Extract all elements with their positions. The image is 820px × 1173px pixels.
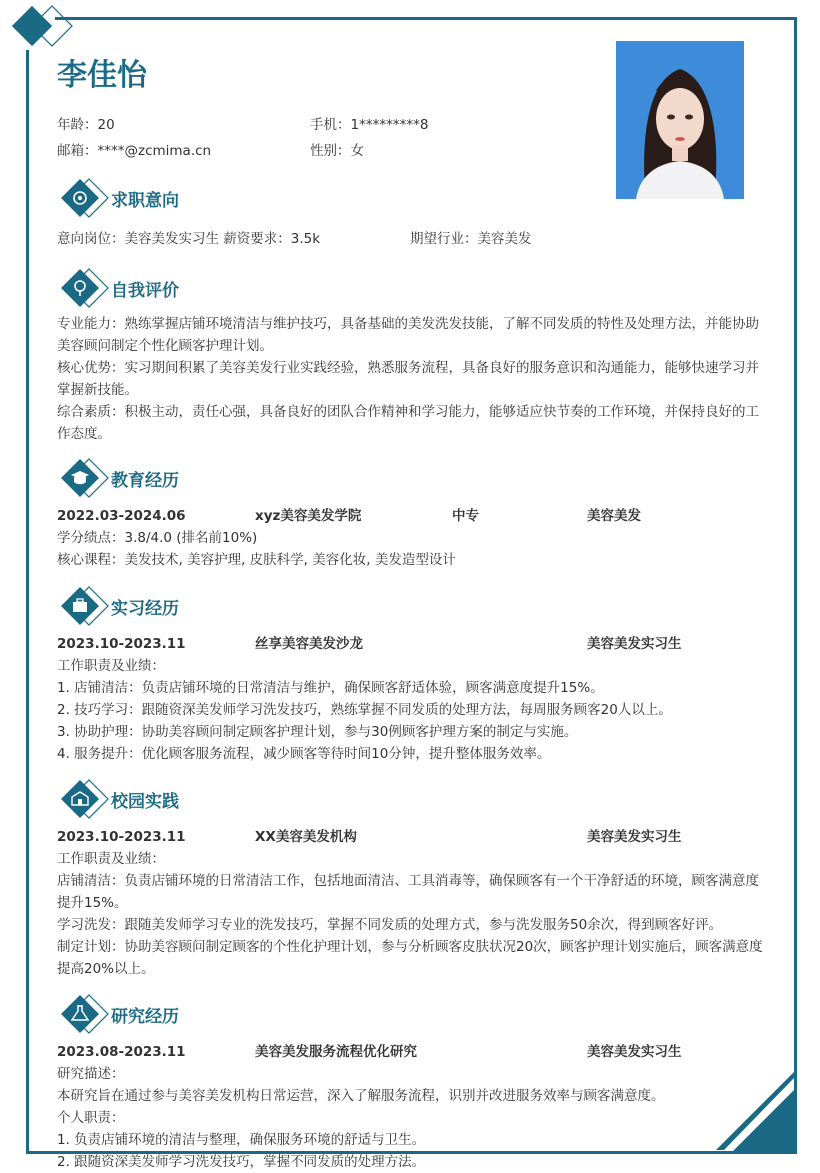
self-eval-paragraph: 专业能力：熟练掌握店铺环境清洁与维护技巧，具备基础的美发洗发技能，了解不同发质的特性及处理方法，并能协助美容顾问制定个性化顾客护理计划。 (57, 316, 759, 354)
frame-left (26, 50, 29, 1154)
section-job-intent (57, 178, 767, 250)
education-row (57, 505, 767, 527)
campus-org: XX美容美发机构 (255, 829, 357, 845)
intended-position: 意向岗位：美容美发实习生 (57, 231, 219, 247)
research-line: 本研究旨在通过参与美容美发机构日常运营，深入了解服务流程，识别并改进服务效率与顾客满意度。 (57, 1088, 665, 1104)
section-header (59, 586, 767, 626)
diamond-logo-icon (10, 4, 80, 48)
section-self-evaluation (57, 268, 767, 445)
gender-value: 女 (350, 143, 364, 159)
section-title: 研究经历 (111, 1006, 179, 1027)
intern-line: 工作职责及业绩： (57, 658, 165, 674)
campus-line: 制定计划：协助美容顾问制定顾客的个性化护理计划，参与分析顾客皮肤状况20次，顾客护理计划实施后，顾客满意度提高20%以上。 (57, 939, 763, 977)
campus-row (57, 826, 767, 848)
edu-school: xyz美容美发学院 (255, 508, 362, 524)
section-header (59, 268, 767, 308)
campus-role: 美容美发实习生 (587, 829, 682, 845)
edu-degree: 中专 (452, 508, 479, 524)
intern-line: 3. 协助护理：协助美容顾问制定顾客护理计划，参与30例顾客护理方案的制定与实施。 (57, 724, 578, 740)
section-internship (57, 586, 767, 765)
phone-value: 1*********8 (350, 117, 429, 133)
profile-photo (616, 41, 744, 199)
age-label: 年龄： (57, 117, 98, 133)
graduation-cap-icon (59, 458, 109, 498)
research-date: 2023.08-2023.11 (57, 1044, 186, 1060)
flower-icon (59, 268, 109, 308)
building-icon (59, 779, 109, 819)
section-campus-practice (57, 779, 767, 980)
intern-line: 2. 技巧学习：跟随资深美发师学习洗发技巧，熟练掌握不同发质的处理方法，每周服务顾客20人以上。 (57, 702, 672, 718)
self-eval-paragraph: 综合素质：积极主动，责任心强，具备良好的团队合作精神和学习能力，能够适应快节奏的工作环境，并保持良好的工作态度。 (57, 404, 759, 442)
gender-label: 性别： (310, 143, 351, 159)
corner-triangle-icon (714, 1072, 794, 1152)
research-project: 美容美发服务流程优化研究 (255, 1044, 417, 1060)
edu-major: 美容美发 (587, 508, 641, 524)
age-value: 20 (97, 117, 115, 133)
campus-date: 2023.10-2023.11 (57, 829, 186, 845)
flask-icon (59, 994, 109, 1034)
section-education (57, 458, 767, 571)
email-label: 邮箱： (57, 143, 98, 159)
briefcase-icon (59, 586, 109, 626)
intent-row (57, 228, 767, 250)
intern-date: 2023.10-2023.11 (57, 636, 186, 652)
section-title: 教育经历 (111, 470, 179, 491)
research-line: 2. 跟随资深美发师学习洗发技巧，掌握不同发质的处理方法。 (57, 1154, 426, 1170)
section-title: 自我评价 (111, 280, 179, 301)
edu-courses: 核心课程：美发技术, 美容护理, 皮肤科学, 美容化妆, 美发造型设计 (57, 552, 456, 568)
frame-top (55, 17, 797, 20)
internship-row (57, 633, 767, 655)
email-value: ****@zcmima.cn (97, 143, 212, 159)
section-title: 校园实践 (111, 791, 179, 812)
research-line: 个人职责： (57, 1110, 125, 1126)
gender-field (310, 139, 364, 159)
section-header (59, 994, 767, 1034)
email-field (57, 139, 211, 159)
edu-date: 2022.03-2024.06 (57, 508, 186, 524)
age-field (57, 113, 115, 133)
campus-line: 学习洗发：跟随美发师学习专业的洗发技巧，掌握不同发质的处理方式，参与洗发服务50余次，得到顾客好评。 (57, 917, 723, 933)
research-row (57, 1041, 767, 1063)
self-eval-paragraph: 核心优势：实习期间积累了美容美发行业实践经验，熟悉服务流程，具备良好的服务意识和沟通能力，能够快速学习并掌握新技能。 (57, 360, 759, 398)
research-line: 研究描述： (57, 1066, 125, 1082)
section-title: 求职意向 (111, 190, 179, 211)
frame-bottom (26, 1151, 797, 1154)
section-header (59, 779, 767, 819)
campus-line: 店铺清洁：负责店铺环境的日常清洁工作，包括地面清洁、工具消毒等，确保顾客有一个干净舒适的环境，顾客满意度提升15%。 (57, 873, 759, 911)
phone-label: 手机： (310, 117, 351, 133)
frame-right (794, 17, 797, 1154)
section-header (59, 178, 767, 218)
intern-org: 丝享美容美发沙龙 (255, 636, 363, 652)
salary-expectation: 薪资要求：3.5k (223, 231, 321, 247)
intern-role: 美容美发实习生 (587, 636, 682, 652)
expected-industry: 期望行业：美容美发 (410, 231, 532, 247)
candidate-name: 李佳怡 (57, 58, 147, 93)
campus-line: 工作职责及业绩： (57, 851, 165, 867)
edu-gpa: 学分绩点：3.8/4.0 (排名前10%) (57, 530, 258, 546)
section-header (59, 458, 767, 498)
target-icon (59, 178, 109, 218)
intern-line: 4. 服务提升：优化顾客服务流程，减少顾客等待时间10分钟，提升整体服务效率。 (57, 746, 551, 762)
section-title: 实习经历 (111, 598, 179, 619)
research-role: 美容美发实习生 (587, 1044, 682, 1060)
intern-line: 1. 店铺清洁：负责店铺环境的日常清洁与维护，确保顾客舒适体验，顾客满意度提升15%。 (57, 680, 604, 696)
section-research (57, 994, 767, 1173)
research-line: 1. 负责店铺环境的清洁与整理，确保服务环境的舒适与卫生。 (57, 1132, 426, 1148)
phone-field (310, 113, 428, 133)
